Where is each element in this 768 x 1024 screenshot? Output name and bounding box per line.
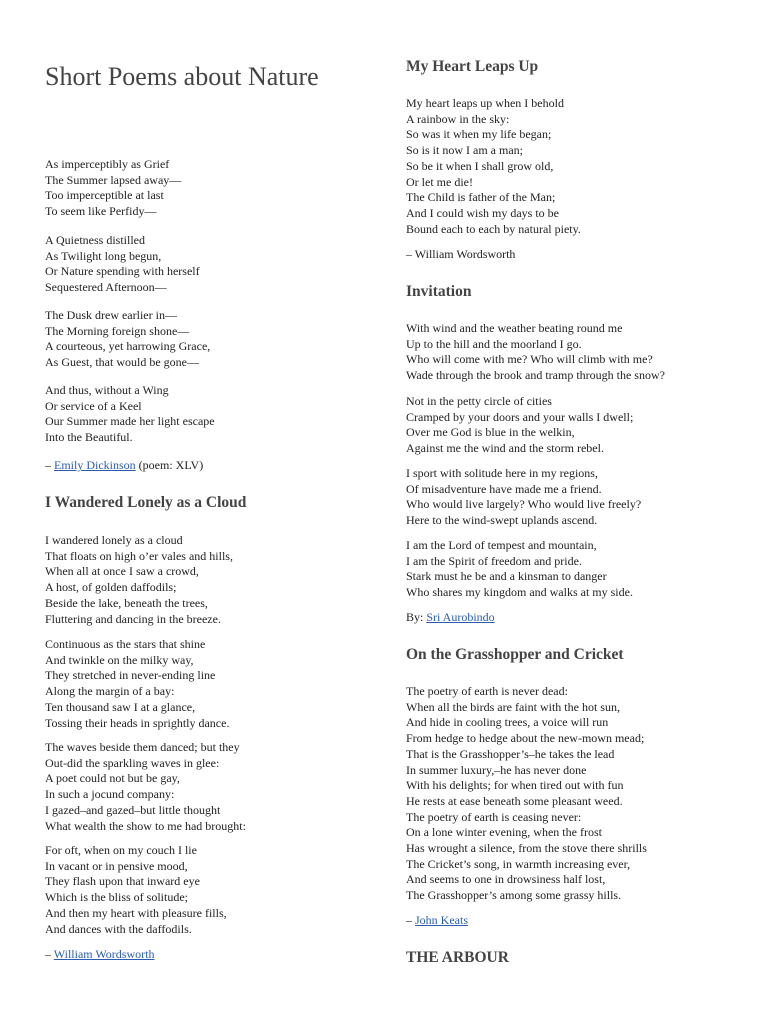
stanza: [406, 466, 641, 529]
poem-line: In such a jocund company:: [45, 787, 175, 802]
poem-line: Against me the wind and the storm rebel.: [406, 441, 604, 456]
poem-line: I wandered lonely as a cloud: [45, 533, 183, 547]
stanza: [45, 383, 215, 446]
attribution-prefix: By:: [406, 610, 427, 624]
poem-line: As Guest, that would be gone—: [45, 355, 199, 370]
poem-line: As imperceptibly as Grief: [45, 157, 170, 171]
poem-line: Into the Beautiful.: [45, 430, 133, 445]
poem-line: Continuous as the stars that shine: [45, 637, 206, 651]
stanza: [406, 538, 633, 601]
attribution-dash: –: [45, 458, 54, 472]
poem-line: And seems to one in drowsiness half lost,: [406, 872, 606, 887]
poem-line: Or let me die!: [406, 174, 473, 189]
poem-line: A poet could not but be gay,: [45, 771, 180, 786]
author-link-emily-dickinson[interactable]: Emily Dickinson: [54, 458, 136, 472]
poem-line: The poetry of earth is never dead:: [406, 684, 568, 698]
poem-line: Our Summer made her light escape: [45, 414, 215, 429]
poem-line: They stretched in never-ending line: [45, 668, 216, 683]
poem-line: When all the birds are faint with the hot sun,: [406, 699, 620, 714]
poem-line: For oft, when on my couch I lie: [45, 843, 197, 857]
poem-line: Beside the lake, beneath the trees,: [45, 595, 208, 610]
poem-line: A host, of golden daffodils;: [45, 580, 177, 595]
poem-line: The Cricket’s song, in warmth increasing ever,: [406, 856, 631, 871]
author-link-john-keats[interactable]: John Keats: [415, 913, 468, 927]
poem-line: The Child is father of the Man;: [406, 190, 556, 205]
poem-line: Which is the bliss of solitude;: [45, 890, 188, 905]
poem-line: So is it now I am a man;: [406, 143, 523, 158]
poem-line: My heart leaps up when I behold: [406, 96, 564, 110]
poem-line: Has wrought a silence, from the stove there shrills: [406, 841, 647, 856]
poem-line: A rainbow in the sky:: [406, 111, 510, 126]
attribution-wordsworth: [45, 947, 154, 963]
poem-line: The Summer lapsed away—: [45, 172, 182, 187]
stanza: [406, 321, 665, 384]
poem-line: Who will come with me? Who will climb with me?: [406, 352, 653, 367]
stanza: [406, 96, 581, 237]
stanza: [45, 533, 233, 627]
poem-line: In vacant or in pensive mood,: [45, 858, 188, 873]
attribution-dash: –: [406, 913, 415, 927]
stanza: [45, 843, 227, 937]
poem-heading-grasshopper: On the Grasshopper and Cricket: [406, 646, 624, 663]
poem-line: With his delights; for when tired out with fun: [406, 778, 624, 793]
poem-heading-wandered: I Wandered Lonely as a Cloud: [45, 494, 247, 511]
poem-line: What wealth the show to me had brought:: [45, 818, 246, 833]
attribution-suffix: (poem: XLV): [135, 458, 204, 472]
poem-line: Of misadventure have made me a friend.: [406, 481, 602, 496]
author-link-sri-aurobindo[interactable]: Sri Aurobindo: [426, 610, 495, 624]
stanza: [45, 157, 181, 220]
poem-line: Wade through the brook and tramp through the snow?: [406, 368, 665, 383]
poem-line: A Quietness distilled: [45, 233, 145, 247]
poem-line: When all at once I saw a crowd,: [45, 564, 199, 579]
poem-line: And I could wish my days to be: [406, 205, 559, 220]
poem-line: I am the Lord of tempest and mountain,: [406, 538, 597, 552]
poem-line: Out-did the sparkling waves in glee:: [45, 755, 220, 770]
poem-line: And thus, without a Wing: [45, 383, 169, 397]
poem-line: As Twilight long begun,: [45, 248, 162, 263]
poem-line: Who shares my kingdom and walks at my side.: [406, 585, 633, 600]
poem-heading-heart-leaps: My Heart Leaps Up: [406, 58, 539, 75]
poem-line: That is the Grasshopper’s–he takes the lead: [406, 746, 615, 761]
poem-line: To seem like Perfidy—: [45, 204, 157, 219]
poem-line: The Dusk drew earlier in—: [45, 308, 177, 322]
poem-line: And twinkle on the milky way,: [45, 652, 194, 667]
poem-line: And dances with the daffodils.: [45, 921, 192, 936]
stanza: [406, 684, 647, 904]
poem-line: Fluttering and dancing in the breeze.: [45, 611, 221, 626]
stanza: [45, 233, 200, 296]
stanza: [45, 637, 229, 731]
poem-line: I sport with solitude here in my regions,: [406, 466, 598, 480]
poem-line: From hedge to hedge about the new-mown mead;: [406, 731, 645, 746]
poem-line: Too imperceptible at last: [45, 188, 164, 203]
poem-line: Here to the wind-swept uplands ascend.: [406, 513, 598, 528]
poem-line: On a lone winter evening, when the frost: [406, 825, 602, 840]
poem-line: With wind and the weather beating round me: [406, 321, 623, 335]
poem-line: Cramped by your doors and your walls I dwell;: [406, 409, 634, 424]
attribution-wordsworth-2: – William Wordsworth: [406, 247, 516, 261]
poem-line: I am the Spirit of freedom and pride.: [406, 553, 582, 568]
author-link-william-wordsworth[interactable]: William Wordsworth: [53, 947, 155, 961]
poem-line: The Grasshopper’s among some grassy hills.: [406, 888, 622, 903]
stanza: [45, 308, 210, 371]
poem-line: The poetry of earth is ceasing never:: [406, 809, 582, 824]
poem-line: So was it when my life began;: [406, 127, 552, 142]
poem-line: Ten thousand saw I at a glance,: [45, 699, 196, 714]
poem-line: Tossing their heads in sprightly dance.: [45, 715, 230, 730]
poem-line: They flash upon that inward eye: [45, 874, 200, 889]
poem-line: So be it when I shall grow old,: [406, 158, 554, 173]
poem-heading-invitation: Invitation: [406, 283, 472, 300]
poem-line: Up to the hill and the moorland I go.: [406, 336, 582, 351]
poem-line: And then my heart with pleasure fills,: [45, 905, 227, 920]
poem-line: He rests at ease beneath some pleasant weed.: [406, 793, 623, 808]
poem-heading-arbour: THE ARBOUR: [406, 949, 509, 966]
poem-line: Who would live largely? Who would live freely?: [406, 497, 642, 512]
stanza: [45, 740, 246, 834]
poem-line: Sequestered Afternoon—: [45, 280, 167, 295]
attribution-keats: [406, 913, 468, 929]
poem-line: Over me God is blue in the welkin,: [406, 425, 575, 440]
poem-line: Along the margin of a bay:: [45, 684, 175, 699]
poem-line: Stark must he be and a kinsman to danger: [406, 569, 607, 584]
poem-line: Or Nature spending with herself: [45, 264, 200, 279]
page-title: Short Poems about Nature: [45, 62, 319, 91]
poem-line: A courteous, yet harrowing Grace,: [45, 339, 211, 354]
poem-line: I gazed–and gazed–but little thought: [45, 802, 221, 817]
stanza: [406, 394, 633, 457]
poem-line: In summer luxury,–he has never done: [406, 762, 587, 777]
poem-line: And hide in cooling trees, a voice will run: [406, 715, 609, 730]
attribution-dash: –: [45, 947, 54, 961]
poem-line: Not in the petty circle of cities: [406, 394, 552, 408]
poem-line: That floats on high o’er vales and hills,: [45, 548, 233, 563]
attribution-aurobindo: [406, 610, 495, 626]
poem-line: Bound each to each by natural piety.: [406, 221, 581, 236]
poem-line: The waves beside them danced; but they: [45, 740, 240, 754]
poem-line: Or service of a Keel: [45, 398, 142, 413]
poem-line: The Morning foreign shone—: [45, 323, 190, 338]
attribution-dickinson: [45, 458, 203, 474]
